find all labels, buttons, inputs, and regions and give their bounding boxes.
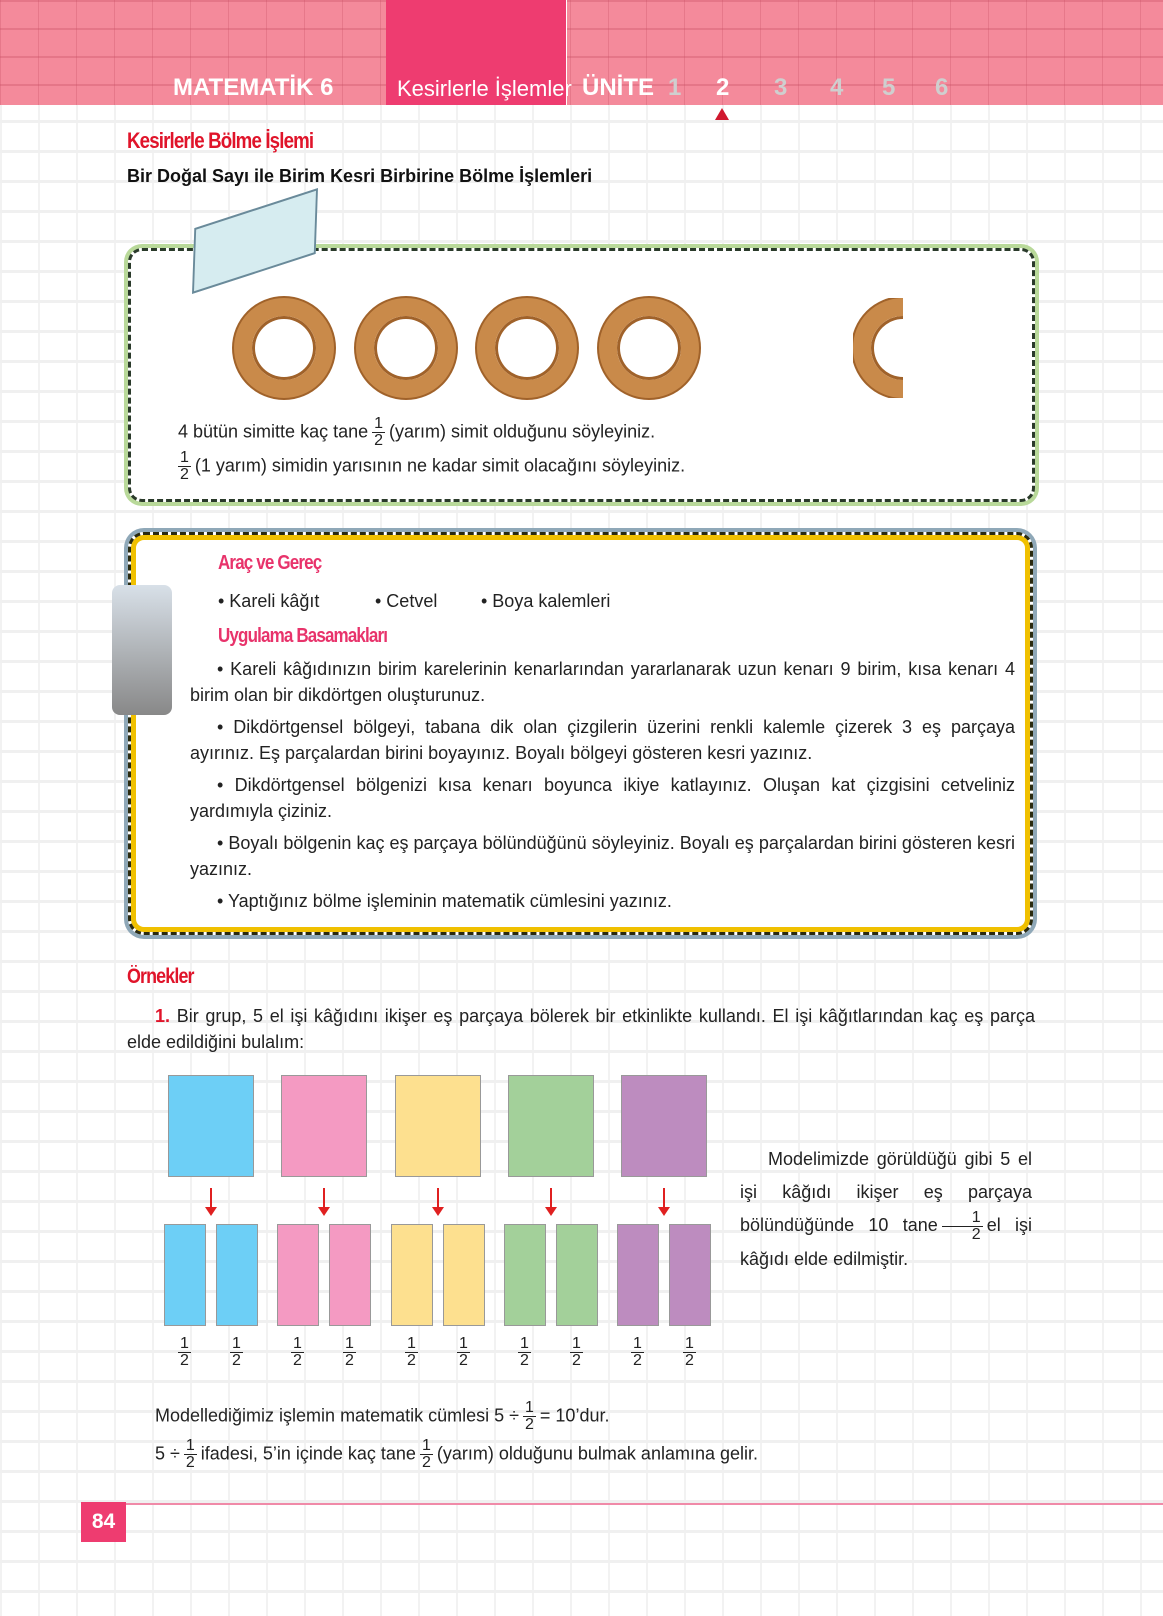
q2-text: (1 yarım) simidin yarısının ne kadar simit olacağını söyleyiniz. — [194, 455, 686, 476]
simit-4 — [599, 298, 699, 398]
tools-title: Araç ve Gereç — [218, 552, 322, 574]
arrow-down-icon — [437, 1188, 439, 1210]
q1-text-b: (yarım) simit olduğunu söyleyiniz. — [389, 421, 656, 442]
paper-half — [277, 1224, 319, 1326]
arrow-down-icon — [210, 1188, 212, 1210]
numerator: 1 — [421, 1437, 431, 1454]
half-label — [339, 1336, 360, 1369]
half-label — [174, 1336, 195, 1369]
fraction-half — [523, 1400, 536, 1433]
question-1 — [178, 416, 655, 449]
half-label — [401, 1336, 422, 1369]
half-simit — [853, 298, 903, 398]
sentence1-a: Modellediğimiz işlemin matematik cümlesi 5 ÷ — [155, 1405, 519, 1426]
numerator: 1 — [180, 1335, 189, 1352]
arrow-down-icon — [550, 1188, 552, 1210]
page-number: 84 — [81, 1502, 126, 1542]
half-label — [627, 1336, 648, 1369]
tool-1: • Kareli kâğıt — [218, 591, 320, 611]
numerator: 1 — [459, 1335, 468, 1352]
arrow-down-icon — [663, 1188, 665, 1210]
denominator: 2 — [232, 1352, 241, 1369]
question-2 — [178, 450, 685, 483]
fraction-half — [372, 416, 385, 449]
fraction-half — [420, 1438, 433, 1471]
denominator: 2 — [293, 1352, 302, 1369]
chapter-title: Kesirlerle İşlemler — [397, 76, 572, 101]
paper-whole — [168, 1075, 254, 1177]
step-2: • Dikdörtgensel bölgeyi, tabana dik olan çizgilerin üzerini renkli kalemle çizerek 3 eş parçaya ayırınız. Eş parçalardan birini boyayınız. Boyalı bölgeyi gösteren kesri yazınız. — [190, 717, 1015, 763]
denominator: 2 — [421, 1454, 431, 1471]
unit-2: 2 — [716, 74, 730, 101]
simit-3 — [477, 298, 577, 398]
fraction-half — [942, 1210, 983, 1243]
numerator: 1 — [633, 1335, 642, 1352]
explanation-a: Modelimizde görüldüğü gibi 5 el işi kâğıdı ikişer eş parçaya bölündüğünde 10 tane — [740, 1149, 1032, 1235]
model-explanation — [740, 1143, 1032, 1276]
paper-half — [617, 1224, 659, 1326]
unit-1: 1 — [668, 74, 682, 101]
half-label — [566, 1336, 587, 1369]
paper-whole — [508, 1075, 594, 1177]
denominator: 2 — [459, 1352, 468, 1369]
steps-title: Uygulama Basamakları — [218, 625, 388, 647]
unit-6: 6 — [935, 74, 949, 101]
denominator: 2 — [407, 1352, 416, 1369]
numerator: 1 — [407, 1335, 416, 1352]
paper-whole — [395, 1075, 481, 1177]
half-label — [514, 1336, 535, 1369]
denominator: 2 — [374, 432, 384, 449]
numerator: 1 — [293, 1335, 302, 1352]
tool-2: • Cetvel — [375, 591, 438, 611]
step-5: • Yaptığınız bölme işleminin matematik cümlesini yazınız. — [217, 891, 672, 911]
paper-half — [391, 1224, 433, 1326]
step-1: • Kareli kâğıdınızın birim karelerinin kenarlarından yararlanarak uzun kenarı 9 birim, kısa kenarı 4 birim olan bir dikdörtgen oluşturunuz. — [190, 659, 1015, 705]
numerator: 1 — [942, 1210, 983, 1227]
paper-half — [216, 1224, 258, 1326]
numerator: 1 — [374, 415, 384, 432]
denominator: 2 — [525, 1416, 534, 1433]
paper-half — [164, 1224, 206, 1326]
numerator: 1 — [345, 1335, 354, 1352]
sentence1-b: = 10’dur. — [539, 1405, 610, 1426]
denominator: 2 — [180, 466, 189, 483]
q1-text-a: 4 bütün simitte kaç tane — [178, 421, 369, 442]
example-number: 1. — [155, 1006, 171, 1026]
sentence2-a: 5 ÷ — [155, 1443, 180, 1464]
numerator: 1 — [185, 1437, 195, 1454]
numerator: 1 — [520, 1335, 529, 1352]
arrow-down-icon — [323, 1188, 325, 1210]
fraction-half — [178, 450, 191, 483]
sentence2-b: ifadesi, 5’in içinde kaç tane — [200, 1443, 416, 1464]
half-label — [453, 1336, 474, 1369]
paper-whole — [281, 1075, 367, 1177]
unit-5: 5 — [882, 74, 896, 101]
numerator: 1 — [180, 449, 189, 466]
book-title: MATEMATİK 6 — [173, 74, 334, 101]
paper-half — [504, 1224, 546, 1326]
active-unit-marker-icon — [715, 108, 729, 120]
explanation-b: el işi kâğıdı elde edilmiştir. — [740, 1215, 1032, 1269]
math-sentence — [155, 1400, 609, 1433]
paper-half — [556, 1224, 598, 1326]
half-label — [226, 1336, 247, 1369]
paper-half — [443, 1224, 485, 1326]
denominator: 2 — [572, 1352, 581, 1369]
example-body: Bir grup, 5 el işi kâğıdını ikişer eş parçaya bölerek bir etkinlikte kullandı. El işi kâğıtlarından kaç eş parça elde edildiğini bulalım: — [127, 1006, 1035, 1052]
footer-line — [126, 1503, 1163, 1505]
steps-list — [190, 656, 1015, 914]
unit-3: 3 — [774, 74, 788, 101]
section-subtitle: Bir Doğal Sayı ile Birim Kesri Birbirine Bölme İşlemleri — [127, 166, 593, 186]
numerator: 1 — [572, 1335, 581, 1352]
unit-4: 4 — [830, 74, 844, 101]
denominator: 2 — [633, 1352, 642, 1369]
fraction-half — [184, 1438, 197, 1471]
denominator: 2 — [685, 1352, 694, 1369]
denominator: 2 — [345, 1352, 354, 1369]
simit-2 — [356, 298, 456, 398]
paper-whole — [621, 1075, 707, 1177]
tools-illustration-icon — [112, 585, 172, 715]
half-label — [287, 1336, 308, 1369]
example-1-text — [127, 1003, 1035, 1055]
tool-3: • Boya kalemleri — [481, 591, 611, 611]
unit-label: ÜNİTE — [582, 74, 654, 101]
denominator: 2 — [185, 1454, 195, 1471]
paper-half — [329, 1224, 371, 1326]
denominator: 2 — [971, 1225, 981, 1243]
meaning-sentence — [155, 1438, 758, 1471]
paper-half — [669, 1224, 711, 1326]
step-4: • Boyalı bölgenin kaç eş parçaya bölündüğünü söyleyiniz. Boyalı eş parçalardan birini gösteren kesri yazınız. — [190, 833, 1015, 879]
denominator: 2 — [520, 1352, 529, 1369]
examples-title: Örnekler — [127, 965, 194, 988]
denominator: 2 — [180, 1352, 189, 1369]
sentence2-c: (yarım) olduğunu bulmak anlamına gelir. — [436, 1443, 759, 1464]
numerator: 1 — [525, 1399, 534, 1416]
step-3: • Dikdörtgensel bölgenizi kısa kenarı boyunca ikiye katlayınız. Oluşan kat çizgisini cetveliniz yardımıyla çiziniz. — [190, 775, 1015, 821]
numerator: 1 — [685, 1335, 694, 1352]
simit-1 — [234, 298, 334, 398]
half-label — [679, 1336, 700, 1369]
numerator: 1 — [232, 1335, 241, 1352]
section-title: Kesirlerle Bölme İşlemi — [127, 128, 314, 153]
